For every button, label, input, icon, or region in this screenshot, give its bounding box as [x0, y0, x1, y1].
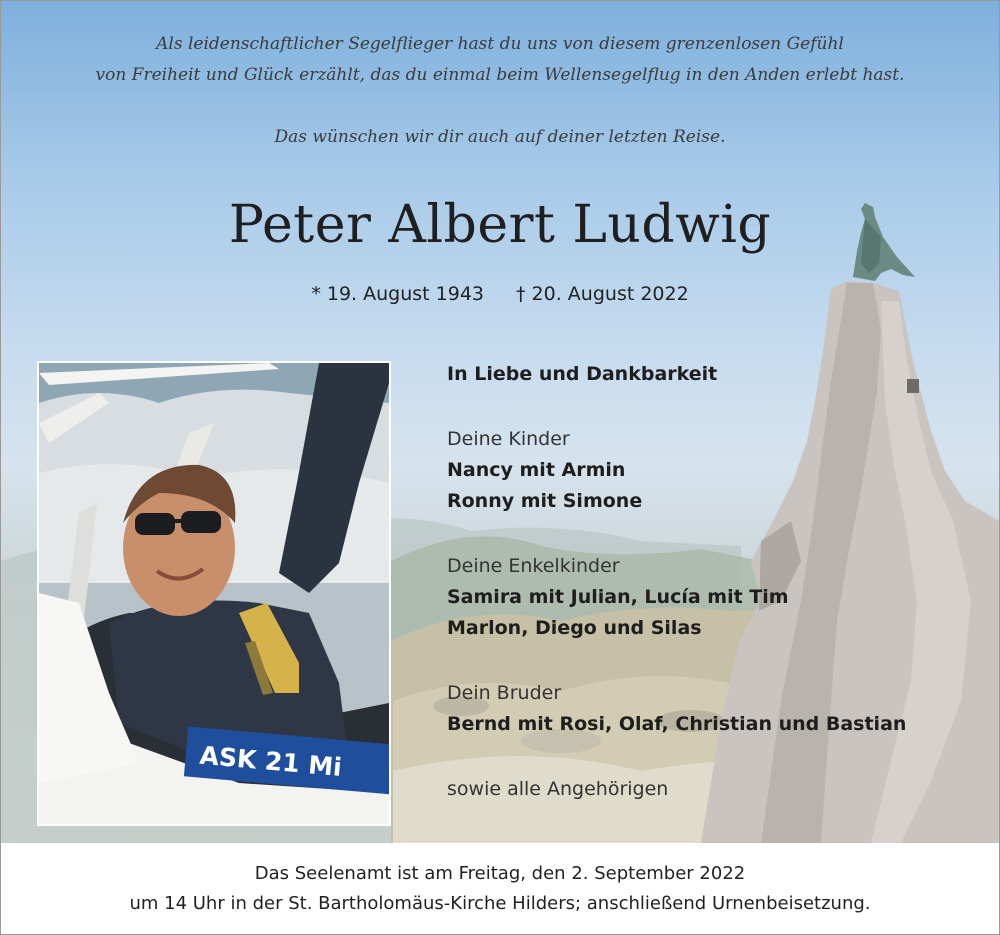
relatives-line: sowie alle Angehörigen — [447, 778, 669, 800]
children-label: Deine Kinder — [447, 428, 570, 450]
grandchildren-line-2: Marlon, Diego und Silas — [447, 617, 702, 639]
glider-pilot-image — [39, 363, 389, 824]
quote-line-1: Als leidenschaftlicher Segelflieger hast du uns von diesem grenzenlosen Gefühl — [156, 34, 844, 54]
glider-plate-text: ASK 21 Mi — [198, 740, 343, 782]
quote-wish: Das wünschen wir dir auch auf deiner letzten Reise. — [274, 127, 726, 147]
grandchildren-label: Deine Enkelkinder — [447, 555, 620, 577]
children-line-2: Ronny mit Simone — [447, 490, 643, 512]
deceased-name: Peter Albert Ludwig — [228, 195, 772, 255]
children-line-1: Nancy mit Armin — [447, 459, 626, 481]
service-line-1: Das Seelenamt ist am Freitag, den 2. September 2022 — [254, 863, 746, 884]
memorial-quote — [1, 29, 999, 153]
brother-label: Dein Bruder — [447, 682, 562, 704]
service-info — [1, 859, 999, 919]
mourners-heading: In Liebe und Dankbarkeit — [447, 363, 718, 385]
portrait-photo — [37, 361, 391, 826]
quote-line-2: von Freiheit und Glück erzählt, das du einmal beim Wellensegelflug in den Anden erlebt hast. — [95, 65, 905, 85]
life-dates — [1, 283, 999, 305]
grandchildren-line-1: Samira mit Julian, Lucía mit Tim — [447, 586, 789, 608]
birth-date: * 19. August 1943 — [311, 283, 484, 305]
service-line-2: um 14 Uhr in der St. Bartholomäus-Kirche Hilders; anschließend Urnenbeisetzung. — [129, 893, 871, 914]
brother-line-1: Bernd mit Rosi, Olaf, Christian und Bastian — [447, 713, 907, 735]
mourners-list — [447, 359, 967, 805]
death-date: † 20. August 2022 — [516, 283, 689, 305]
